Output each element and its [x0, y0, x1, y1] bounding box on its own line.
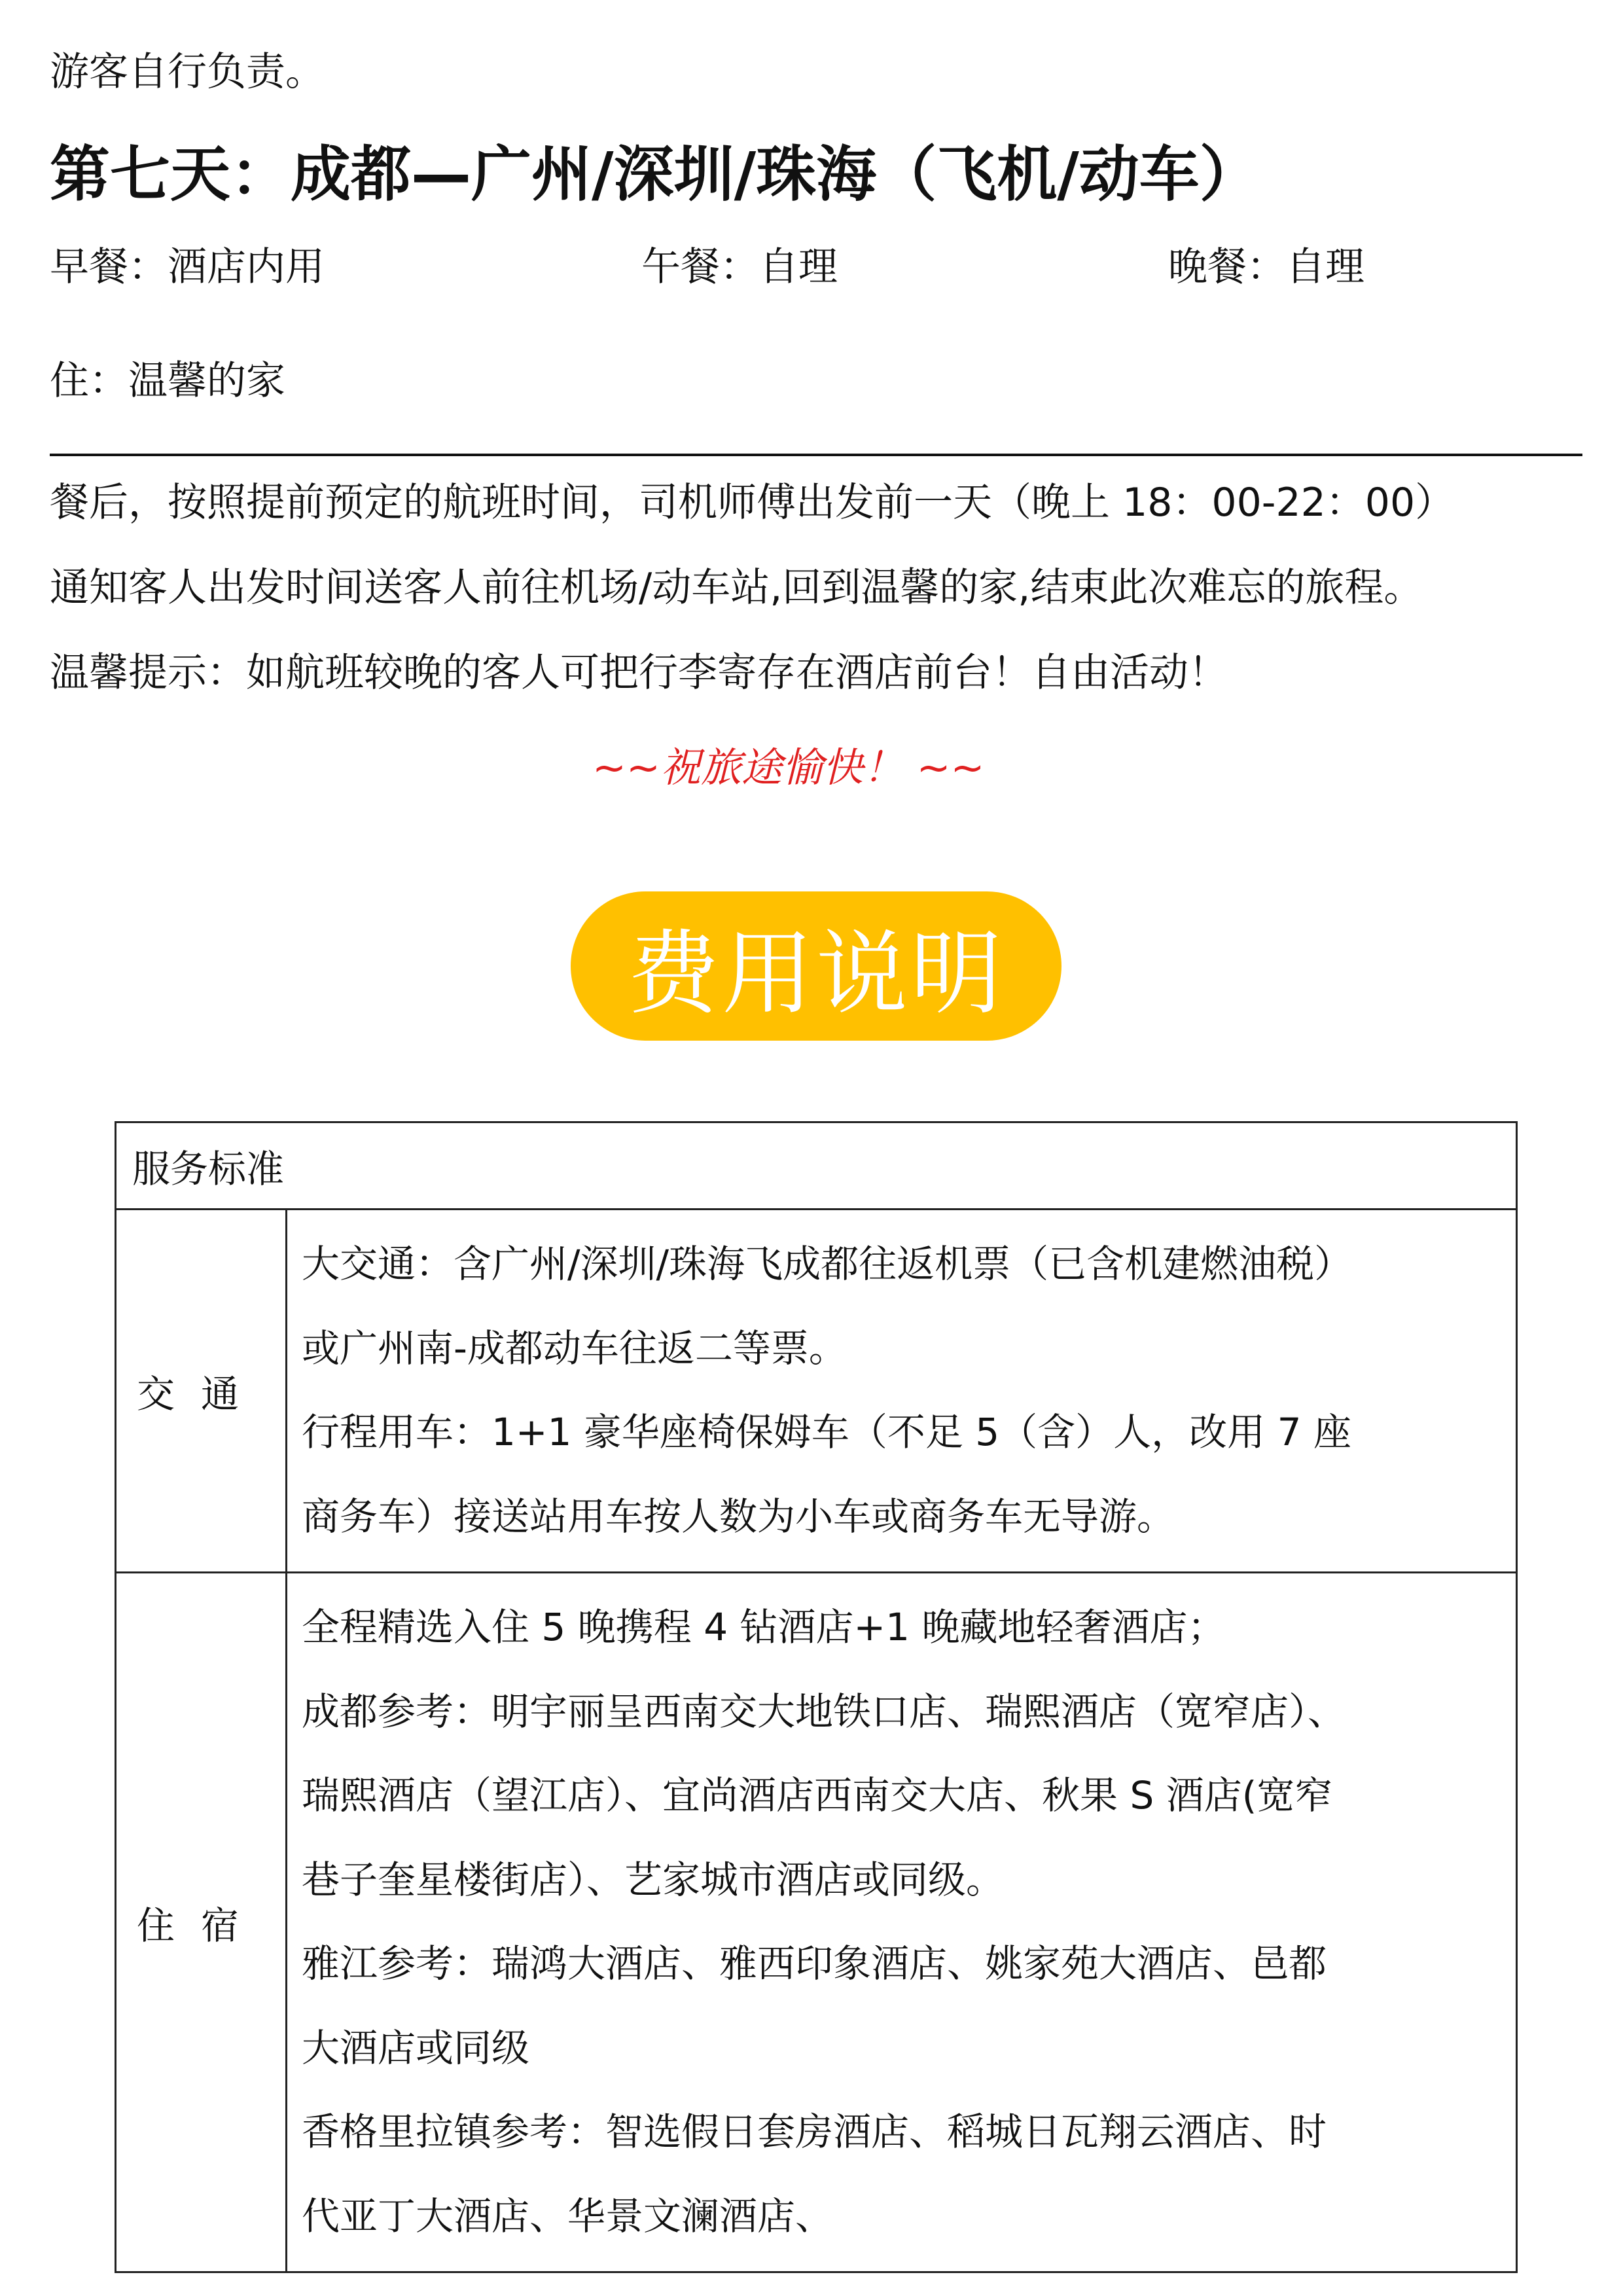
- tip-line: 温馨提示：如航班较晚的客人可把行李寄存在酒店前台！自由活动！: [50, 650, 1228, 696]
- content-line: 全程精选入住 5 晚携程 4 钻酒店+1 晚藏地轻奢酒店；: [302, 1605, 1226, 1649]
- content-line: 香格里拉镇参考：智选假日套房酒店、稻城日瓦翔云酒店、时: [302, 2109, 1327, 2154]
- row-category-accommodation: 住宿: [116, 1573, 287, 2272]
- table-header-row: [116, 1122, 1517, 1210]
- table-row: [116, 1210, 1517, 1573]
- table-row: [116, 1573, 1517, 2272]
- accommodation-info: 住：温馨的家: [50, 358, 285, 404]
- content-line: 瑞熙酒店（望江店）、宜尚酒店西南交大店、秋果 S 酒店(宽窄: [302, 1773, 1333, 1818]
- content-line: 大交通：含广州/深圳/珠海飞成都往返机票（已含机建燃油税）: [302, 1242, 1353, 1286]
- content-line: 雅江参考：瑞鸿大酒店、雅西印象酒店、姚家苑大酒店、邑都: [302, 1941, 1327, 1986]
- table-header: 服务标准: [116, 1122, 1517, 1210]
- fee-section-badge: [571, 891, 1061, 1041]
- fee-standard-table: [115, 1121, 1518, 2273]
- row-content-transport: [287, 1210, 1517, 1573]
- content-line: 或广州南-成都动车往返二等票。: [302, 1325, 847, 1371]
- lunch-info: 午餐：自理: [641, 244, 838, 290]
- closing-wish: ~~祝旅途愉快！ ~~: [592, 744, 985, 791]
- content-line: 代亚丁大酒店、华景文澜酒店、: [302, 2193, 834, 2238]
- description-line: 餐后，按照提前预定的航班时间，司机师傅出发前一天（晚上 18：00-22：00）: [50, 480, 1455, 526]
- content-line: 行程用车：1+1 豪华座椅保姆车（不足 5（含）人，改用 7 座: [302, 1410, 1351, 1454]
- content-line: 成都参考：明宇丽呈西南交大地铁口店、瑞熙酒店（宽窄店）、: [302, 1689, 1346, 1734]
- description-line: 通知客人出发时间送客人前往机场/动车站,回到温馨的家,结束此次难忘的旅程。: [50, 565, 1423, 611]
- section-divider: [50, 454, 1582, 456]
- content-line: 大酒店或同级: [302, 2025, 530, 2070]
- content-line: 商务车）接送站用车按人数为小车或商务车无导游。: [302, 1494, 1175, 1539]
- previous-day-fragment: 游客自行负责。: [50, 49, 325, 95]
- fee-section-badge-label: 费用说明: [627, 920, 1005, 1028]
- row-category-transport: 交通: [116, 1210, 287, 1573]
- content-line: 巷子奎星楼街店）、艺家城市酒店或同级。: [302, 1857, 1005, 1902]
- row-content-accommodation: [287, 1573, 1517, 2272]
- day-title: 第七天：成都—广州/深圳/珠海（飞机/动车）: [50, 139, 1260, 209]
- dinner-info: 晚餐：自理: [1168, 244, 1364, 290]
- breakfast-info: 早餐：酒店内用: [50, 244, 325, 290]
